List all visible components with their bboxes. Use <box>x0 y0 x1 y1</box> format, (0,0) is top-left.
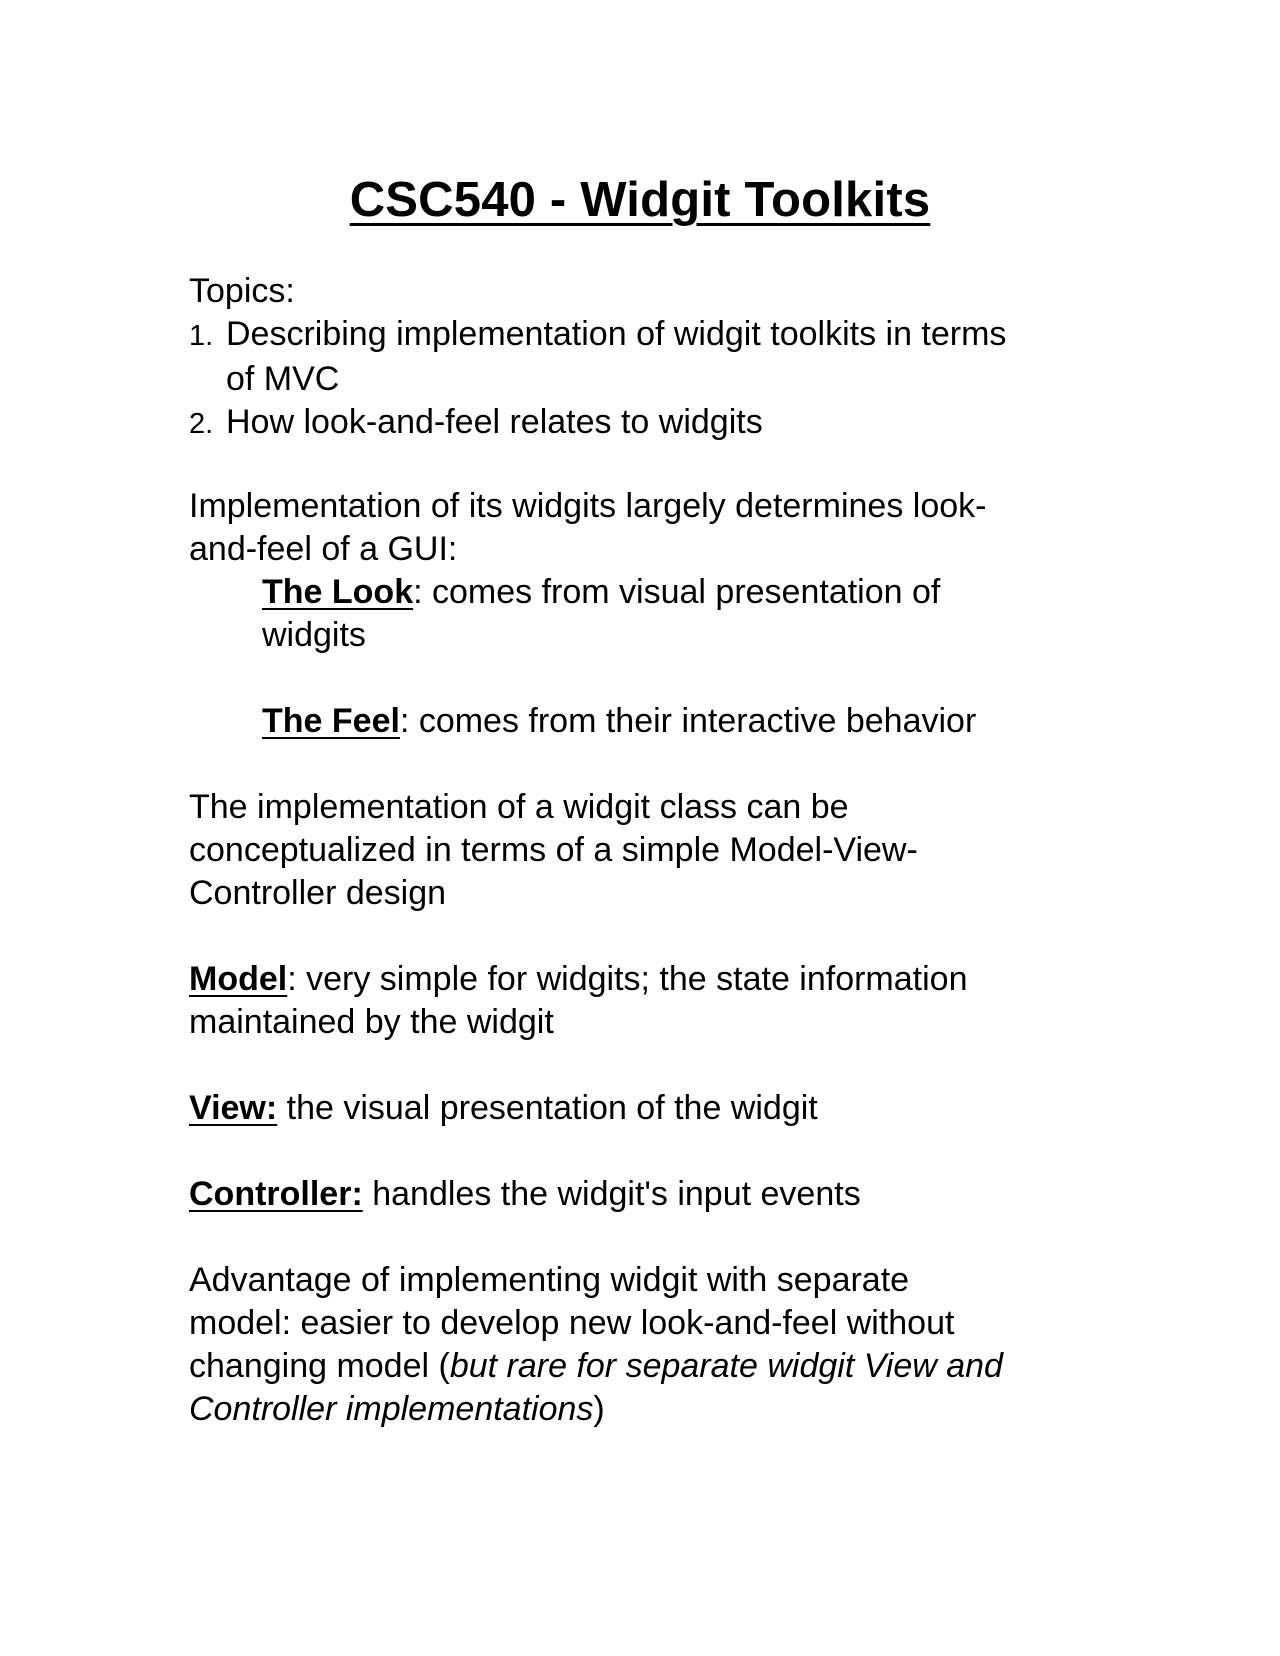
topics-heading: Topics: <box>189 272 295 310</box>
feel-definition <box>189 700 1109 743</box>
mvc-intro-line: Controller design <box>189 874 447 912</box>
model-line-continued: maintained by the widgit <box>189 1003 554 1041</box>
view-definition <box>189 1087 1109 1130</box>
model-line <box>189 958 1109 1001</box>
advantage-line: Advantage of implementing widgit with separate <box>189 1261 910 1299</box>
model-text: : very simple for widgits; the state information <box>287 960 968 998</box>
controller-term: Controller: <box>189 1175 363 1213</box>
topic-number: 1. <box>189 320 214 352</box>
view-line <box>189 1087 1109 1130</box>
advantage-italic-note: but rare for separate widgit View and <box>449 1347 1003 1385</box>
mvc-intro-line: conceptualized in terms of a simple Model-View- <box>189 831 918 869</box>
advantage-line: model: easier to develop new look-and-feel without <box>189 1304 955 1342</box>
controller-text: handles the widgit's input events <box>362 1175 861 1213</box>
topic-item-2 <box>189 401 1109 446</box>
feel-section <box>189 700 1109 743</box>
model-term: Model <box>189 960 288 998</box>
model-definition <box>189 958 1109 1044</box>
controller-definition <box>189 1173 1109 1216</box>
feel-term: The Feel <box>262 702 400 740</box>
view-text: the visual presentation of the widgit <box>277 1089 818 1127</box>
page-title: CSC540 - Widgit Toolkits <box>349 173 931 227</box>
advantage-paragraph <box>189 1259 1109 1431</box>
advantage-italic-note: Controller implementations <box>189 1390 594 1428</box>
topics-section <box>189 270 1109 446</box>
advantage-line <box>189 1388 1109 1431</box>
look-and-feel-section <box>189 485 1109 657</box>
look-text: : comes from visual presentation of <box>413 573 941 611</box>
look-definition <box>189 571 1109 614</box>
mvc-intro-line: The implementation of a widgit class can be <box>189 788 849 826</box>
topic-number: 2. <box>189 408 214 440</box>
topic-text: How look-and-feel relates to widgits <box>226 403 763 441</box>
topic-item-1-continued: of MVC <box>226 360 340 398</box>
mvc-intro-paragraph <box>189 786 1109 915</box>
look-term: The Look <box>262 573 414 611</box>
intro-paragraph: Implementation of its widgits largely determines look- <box>189 487 987 525</box>
look-definition-continued: widgits <box>262 616 366 654</box>
advantage-text: changing model ( <box>189 1347 450 1385</box>
advantage-line <box>189 1345 1109 1388</box>
view-term: View: <box>189 1089 278 1127</box>
feel-text: : comes from their interactive behavior <box>399 702 977 740</box>
advantage-text: ) <box>593 1390 605 1428</box>
intro-paragraph-continued: and-feel of a GUI: <box>189 530 458 568</box>
topic-text: Describing implementation of widgit toolkits in terms <box>226 315 1007 353</box>
controller-line <box>189 1173 1109 1216</box>
topic-item-1 <box>189 313 1109 358</box>
